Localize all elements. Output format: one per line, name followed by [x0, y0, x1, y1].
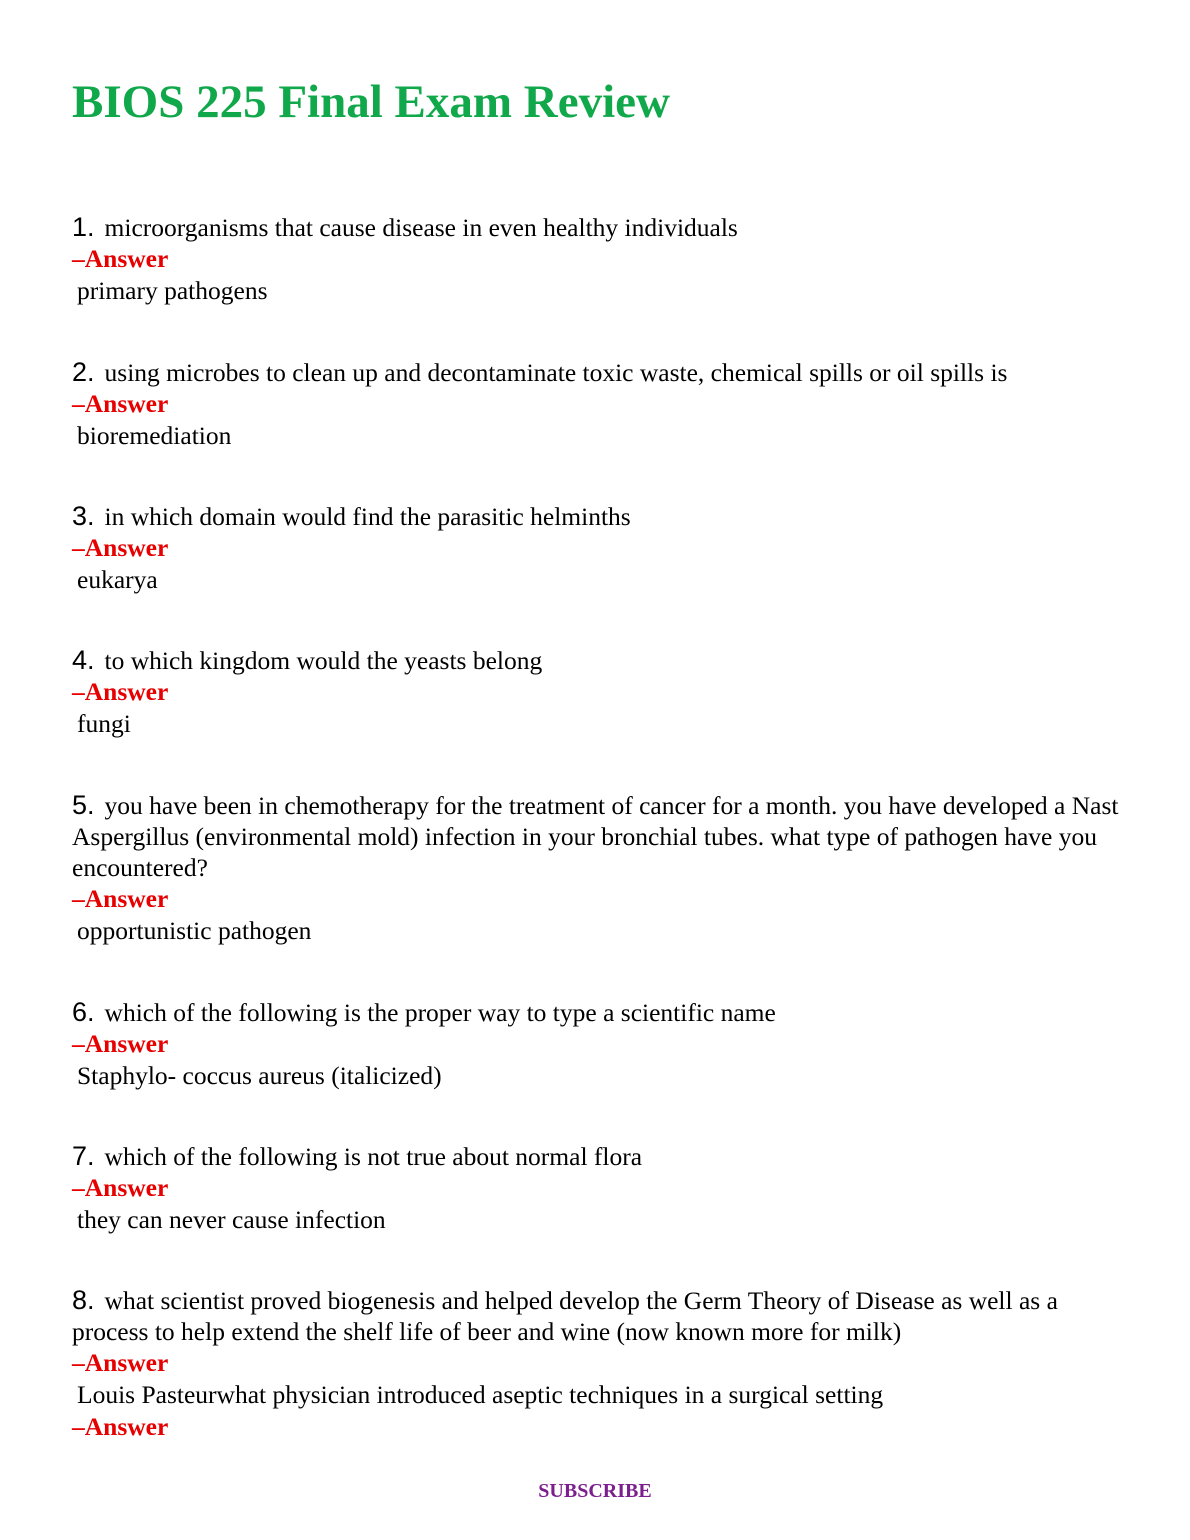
answer-text: they can never cause infection: [77, 1205, 386, 1234]
answer-label: –Answer: [72, 1029, 169, 1058]
answer-text: Louis Pasteurwhat physician introduced aseptic techniques in a surgical setting: [77, 1380, 884, 1409]
question-text: [72, 501, 1132, 532]
question-body: microorganisms that cause disease in even healthy individuals: [104, 213, 738, 242]
qa-item-3: [72, 501, 1132, 596]
question-body: using microbes to clean up and decontaminate toxic waste, chemical spills or oil spills is: [104, 358, 1008, 387]
question-text: [72, 790, 1132, 883]
question-number: 2.: [72, 357, 95, 387]
answer-text: opportunistic pathogen: [77, 916, 312, 945]
question-body: to which kingdom would the yeasts belong: [104, 646, 543, 675]
answer-label: –Answer: [72, 389, 169, 418]
answer-text: bioremediation: [77, 421, 232, 450]
question-number: 8.: [72, 1285, 95, 1315]
qa-item-8: [72, 1285, 1132, 1442]
question-body: in which domain would find the parasitic helminths: [104, 502, 631, 531]
question-text: [72, 1285, 1132, 1347]
answer-label: –Answer: [72, 1173, 169, 1202]
question-body: which of the following is not true about normal flora: [104, 1142, 643, 1171]
question-text: [72, 645, 1132, 676]
question-text: [72, 212, 1132, 243]
qa-item-2: [72, 357, 1132, 452]
document-title: BIOS 225 Final Exam Review: [72, 76, 670, 128]
question-text: [72, 1141, 1132, 1172]
qa-item-4: [72, 645, 1132, 740]
question-body: which of the following is the proper way to type a scientific name: [104, 998, 776, 1027]
answer-label: –Answer: [72, 244, 169, 273]
subscribe-footer[interactable]: SUBSCRIBE: [538, 1480, 652, 1502]
qa-item-5: [72, 790, 1132, 947]
answer-text: primary pathogens: [77, 276, 268, 305]
question-number: 7.: [72, 1141, 95, 1171]
answer-label: –Answer: [72, 677, 169, 706]
question-text: [72, 357, 1132, 388]
answer-text: fungi: [77, 709, 131, 738]
qa-item-6: [72, 997, 1132, 1092]
answer-label: –Answer: [72, 1348, 169, 1377]
question-body: you have been in chemotherapy for the treatment of cancer for a month. you have developed a Nast Aspergillus (environmental mold) infection in your bronchial tubes. what type of pathogen have you encountered?: [72, 791, 1119, 882]
question-number: 5.: [72, 790, 95, 820]
qa-item-1: [72, 212, 1132, 307]
answer-text: eukarya: [77, 565, 158, 594]
question-number: 6.: [72, 997, 95, 1027]
question-number: 3.: [72, 501, 95, 531]
answer-text: Staphylo- coccus aureus (italicized): [77, 1061, 442, 1090]
question-text: [72, 997, 1132, 1028]
answer-label: –Answer: [72, 884, 169, 913]
question-number: 4.: [72, 645, 95, 675]
question-body: what scientist proved biogenesis and helped develop the Germ Theory of Disease as well as a process to help extend the shelf life of beer and wine (now known more for milk): [72, 1286, 1058, 1346]
qa-item-7: [72, 1141, 1132, 1236]
answer-label: –Answer: [72, 533, 169, 562]
question-number: 1.: [72, 212, 95, 242]
answer-label-2: –Answer: [72, 1412, 169, 1441]
